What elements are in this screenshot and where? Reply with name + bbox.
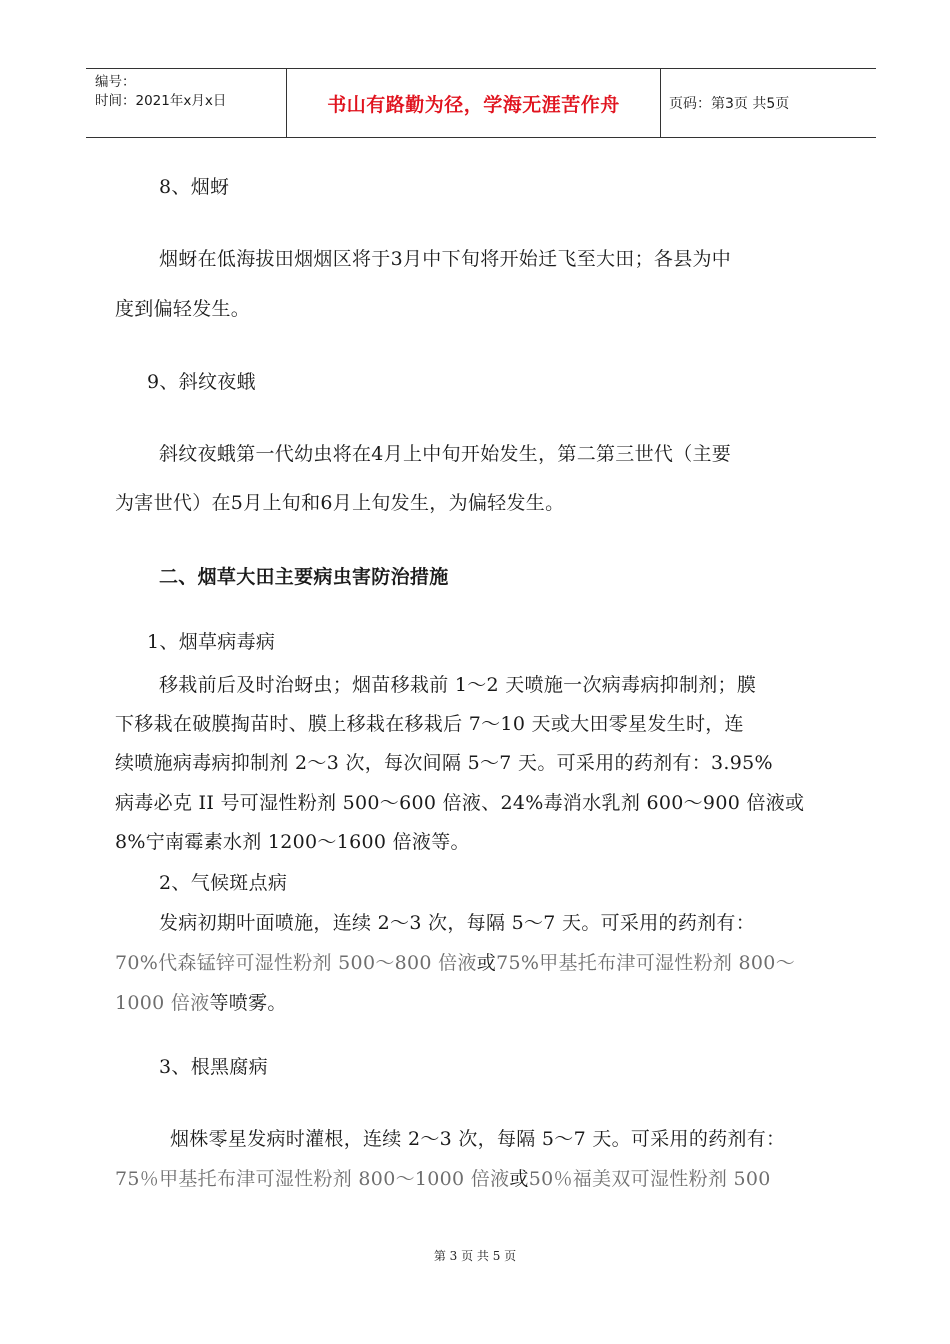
document-header (86, 68, 876, 138)
time-label: 时间：2021年x月x日 (95, 93, 227, 109)
measure-2-line-2 (115, 948, 795, 975)
section-9-paragraph-line-2: 为害世代）在5月上旬和6月上旬发生，为偏轻发生。 (115, 492, 565, 514)
section-9-paragraph-line-1: 斜纹夜蛾第一代幼虫将在4月上中旬开始发生，第二第三世代（主要 (159, 443, 732, 465)
measure-2-line-3-tail: 等喷雾。 (209, 992, 287, 1014)
measure-3-line-1: 烟株零星发病时灌根，连续 2～3 次，每隔 5～7 天。可采用的药剂有： (170, 1128, 786, 1150)
measure-1-line-2: 下移栽在破膜掏苗时、膜上移栽在移栽后 7～10 天或大田零星发生时，连 (115, 713, 744, 735)
measure-1-line-3: 续喷施病毒病抑制剂 2～3 次，每次间隔 5～7 天。可采用的药剂有：3.95% (115, 752, 773, 774)
measure-2-line-3 (115, 988, 287, 1015)
section-9-title: 9、斜纹夜蛾 (147, 371, 256, 393)
connector-or: 或 (476, 952, 497, 974)
section-8-paragraph-line-1: 烟蚜在低海拔田烟烟区将于3月中下旬将开始迁飞至大田；各县为中 (159, 248, 732, 270)
pesticide-option-a: 70%代森锰锌可湿性粉剂 500～800 倍液 (115, 952, 477, 974)
number-label: 编号： (95, 74, 136, 90)
header-motto: 书山有路勤为径，学海无涯苦作舟 (287, 69, 661, 137)
pesticide-option-b: 75%甲基托布津可湿性粉剂 800～ (496, 952, 795, 974)
header-page-label: 页码：第3页 共5页 (669, 96, 790, 112)
measure-3-line-2 (115, 1164, 771, 1191)
pesticide-option-c: 75％甲基托布津可湿性粉剂 800～1000 倍液 (115, 1168, 510, 1190)
pesticide-option-d: 50％福美双可湿性粉剂 500 (528, 1168, 771, 1190)
page-footer: 第 3 页 共 5 页 (433, 1249, 517, 1263)
measure-1-title: 1、烟草病毒病 (147, 631, 276, 653)
measure-1-line-1: 移栽前后及时治蚜虫；烟苗移栽前 1～2 天喷施一次病毒病抑制剂；膜 (159, 674, 757, 696)
measure-3-title: 3、根黑腐病 (159, 1056, 268, 1078)
measure-1-line-5: 8%宁南霉素水剂 1200～1600 倍液等。 (115, 831, 470, 853)
pesticide-option-b-dose: 1000 倍液 (115, 992, 210, 1014)
section-8-title: 8、烟蚜 (159, 176, 230, 198)
connector-or-2: 或 (509, 1168, 529, 1190)
section-8-paragraph-line-2: 度到偏轻发生。 (115, 298, 251, 320)
part-2-heading: 二、烟草大田主要病虫害防治措施 (159, 566, 449, 588)
header-meta (86, 69, 287, 137)
measure-1-line-4: 病毒必克 II 号可湿性粉剂 500～600 倍液、24%毒消水乳剂 600～900 倍液或 (115, 792, 805, 814)
measure-2-title: 2、气候斑点病 (159, 872, 288, 894)
measure-2-line-1: 发病初期叶面喷施，连续 2～3 次，每隔 5～7 天。可采用的药剂有： (159, 912, 756, 934)
